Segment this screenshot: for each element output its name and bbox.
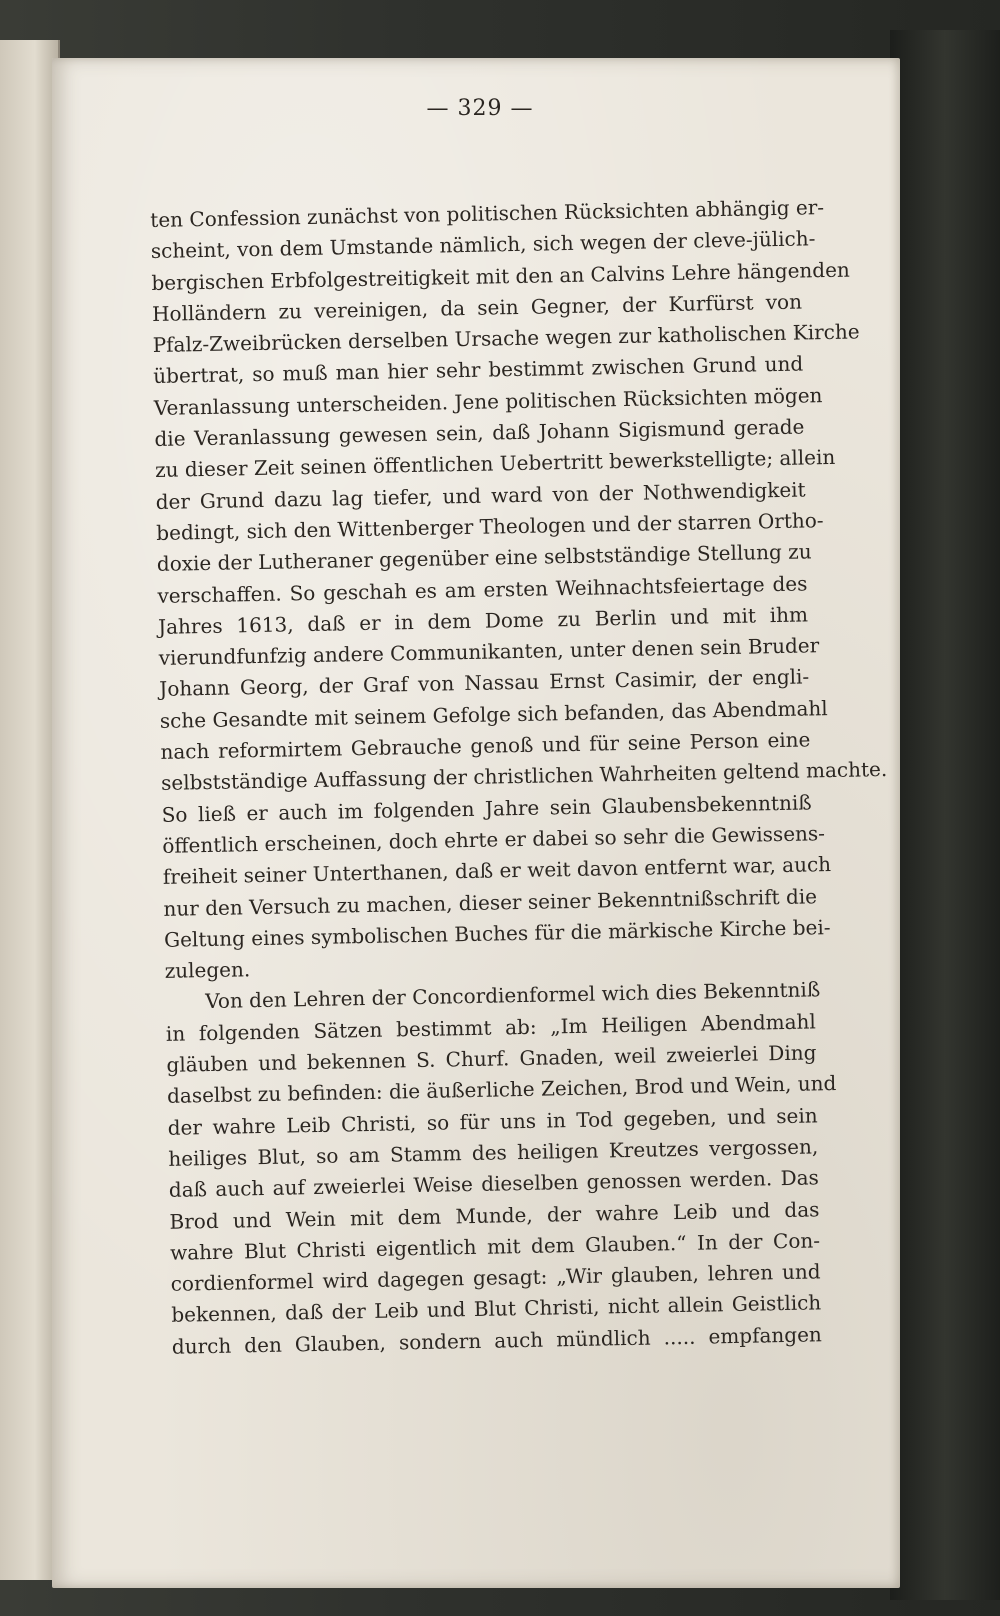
text-line: daselbst zu befinden: die äußerliche Zeichen, Brod und Wein, und bbox=[166, 1071, 837, 1109]
body-text bbox=[150, 193, 888, 1363]
text-line: Pfalz-Zweibrücken derselben Ursache wegen zur katholischen Kirche bbox=[152, 319, 860, 358]
text-line: verschaffen. So geschah es am ersten Weihnachtsfeiertage des bbox=[157, 571, 808, 608]
paragraph-start-line: Von den Lehren der Concordienformel wich dies Bekenntniß bbox=[205, 977, 821, 1014]
text-line: Holländern zu vereinigen, da sein Gegner, der Kurfürst von bbox=[151, 289, 803, 326]
text-line: nur den Versuch zu machen, dieser seiner Bekenntnißschrift die bbox=[163, 883, 818, 921]
text-line: Geltung eines symbolischen Buches für die märkische Kirche bei- bbox=[163, 914, 831, 952]
text-line: Jahres 1613, daß er in dem Dome zu Berlin und mit ihm bbox=[157, 602, 809, 639]
text-line: heiliges Blut, so am Stamm des heiligen Kreutzes vergossen, bbox=[168, 1134, 819, 1171]
text-line: vierundfunfzig andere Communikanten, unter denen sein Bruder bbox=[158, 633, 820, 671]
left-page-edge bbox=[0, 40, 60, 1580]
text-line: Veranlassung unterscheiden. Jene politischen Rücksichten mögen bbox=[153, 382, 823, 420]
text-line: durch den Glauben, sondern auch mündlich ..... empfangen bbox=[171, 1322, 823, 1359]
text-line: doxie der Lutheraner gegenüber eine selbstständige Stellung zu bbox=[156, 539, 812, 577]
text-line: in folgenden Sätzen bestimmt ab: „Im Heiligen Abendmahl bbox=[165, 1009, 817, 1046]
text-line: So ließ er auch im folgenden Jahre sein Glaubensbekenntniß bbox=[161, 790, 812, 827]
text-line: selbstständige Auffassung der christlichen Wahrheiten geltend machte. bbox=[160, 757, 888, 796]
text-line: daß auch auf zweierlei Weise dieselben genossen werden. Das bbox=[168, 1165, 820, 1203]
text-line: bedingt, sich den Wittenberger Theologen und der starren Ortho- bbox=[156, 508, 824, 545]
text-line: Johann Georg, der Graf von Nassau Ernst Casimir, der engli- bbox=[159, 664, 810, 702]
text-line: bekennen, daß der Leib und Blut Christi, nicht allein Geistlich bbox=[171, 1290, 822, 1328]
text-line: übertrat, so muß man hier sehr bestimmt zwischen Grund und bbox=[153, 351, 804, 389]
paragraph-end-line: zulegen. bbox=[164, 957, 251, 983]
text-line: zu dieser Zeit seinen öffentlichen Uebertritt bewerkstelligte; allein bbox=[154, 445, 836, 483]
text-line: nach reformirtem Gebrauche genoß und für seine Person eine bbox=[160, 727, 811, 764]
text-line: öffentlich erscheinen, doch ehrte er dabei so sehr die Gewissens- bbox=[162, 821, 826, 858]
text-line: sche Gesandte mit seinem Gefolge sich befanden, das Abendmahl bbox=[159, 695, 828, 733]
text-line: gläuben und bekennen S. Churf. Gnaden, weil zweierlei Ding bbox=[166, 1040, 817, 1077]
right-cover-edge bbox=[890, 30, 1000, 1600]
text-line: der Grund dazu lag tiefer, und ward von der Nothwendigkeit bbox=[155, 477, 806, 514]
text-line: scheint, von dem Umstande nämlich, sich wegen der cleve-jülich- bbox=[150, 226, 816, 264]
text-line: ten Confession zunächst von politischen Rücksichten abhängig er- bbox=[150, 195, 825, 232]
text-line: wahre Blut Christi eigentlich mit dem Glauben.“ In der Con- bbox=[169, 1228, 821, 1265]
text-line: cordienformel wird dagegen gesagt: „Wir glauben, lehren und bbox=[170, 1259, 821, 1296]
text-line: freiheit seiner Unterthanen, daß er weit davon entfernt war, auch bbox=[162, 852, 832, 890]
text-line: bergischen Erbfolgestreitigkeit mit den an Calvins Lehre hängenden bbox=[151, 257, 851, 295]
text-line: der wahre Leib Christi, so für uns in Tod gegeben, und sein bbox=[167, 1102, 818, 1140]
text-line: Brod und Wein mit dem Munde, der wahre Leib und das bbox=[169, 1196, 820, 1234]
text-line: die Veranlassung gewesen sein, daß Johann Sigismund gerade bbox=[154, 414, 805, 452]
page-number: — 329 — bbox=[426, 96, 534, 121]
